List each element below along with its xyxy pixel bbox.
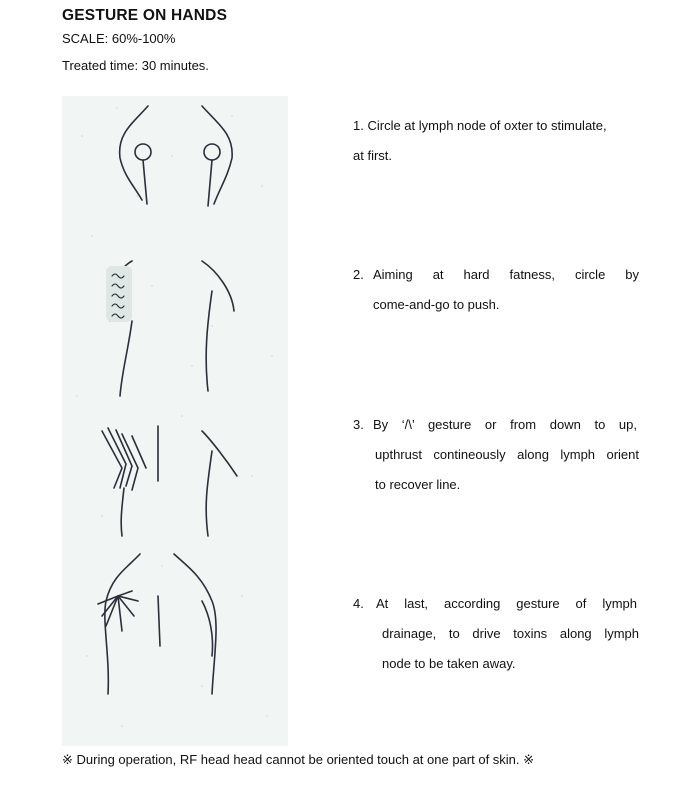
step-3 <box>353 410 639 500</box>
step-3-line2: upthrust contineously along lymph orient <box>375 447 639 462</box>
step-3-number: 3. <box>353 417 364 432</box>
step-1 <box>353 111 637 171</box>
step-4-number: 4. <box>353 596 364 611</box>
step-4 <box>353 589 639 679</box>
page-title: GESTURE ON HANDS <box>62 7 228 24</box>
figure-1-oxter-circles <box>120 106 233 206</box>
step-2 <box>353 260 639 320</box>
scale-text: SCALE: 60%-100% <box>62 31 176 46</box>
step-1-line2: at first. <box>353 148 393 163</box>
figure-3-upthrust-gesture <box>102 426 237 536</box>
step-3-line1: By ‘/\’ gesture or from down to up, <box>373 417 637 432</box>
step-2-line2: come-and-go to push. <box>373 297 500 312</box>
gesture-illustration-drawing <box>62 96 288 746</box>
step-4-line3: node to be taken away. <box>382 656 516 671</box>
figure-2-fatness-circles <box>106 261 234 396</box>
step-2-number: 2. <box>353 267 364 282</box>
step-4-line2: drainage, to drive toxins along lymph <box>382 626 639 641</box>
treated-time-text: Treated time: 30 minutes. <box>62 58 209 73</box>
footer-note: ※ During operation, RF head head cannot be oriented touch at one part of skin. ※ <box>62 752 535 767</box>
step-3-line3: to recover line. <box>375 477 461 492</box>
gesture-illustration <box>62 96 288 746</box>
step-4-line1: At last, according gesture of lymph <box>376 596 637 611</box>
step-1-line1: Circle at lymph node of oxter to stimulate, <box>367 118 607 133</box>
step-2-line1: Aiming at hard fatness, circle by <box>373 267 639 282</box>
figure-4-lymph-drainage <box>98 554 216 694</box>
step-1-number: 1. <box>353 118 364 133</box>
